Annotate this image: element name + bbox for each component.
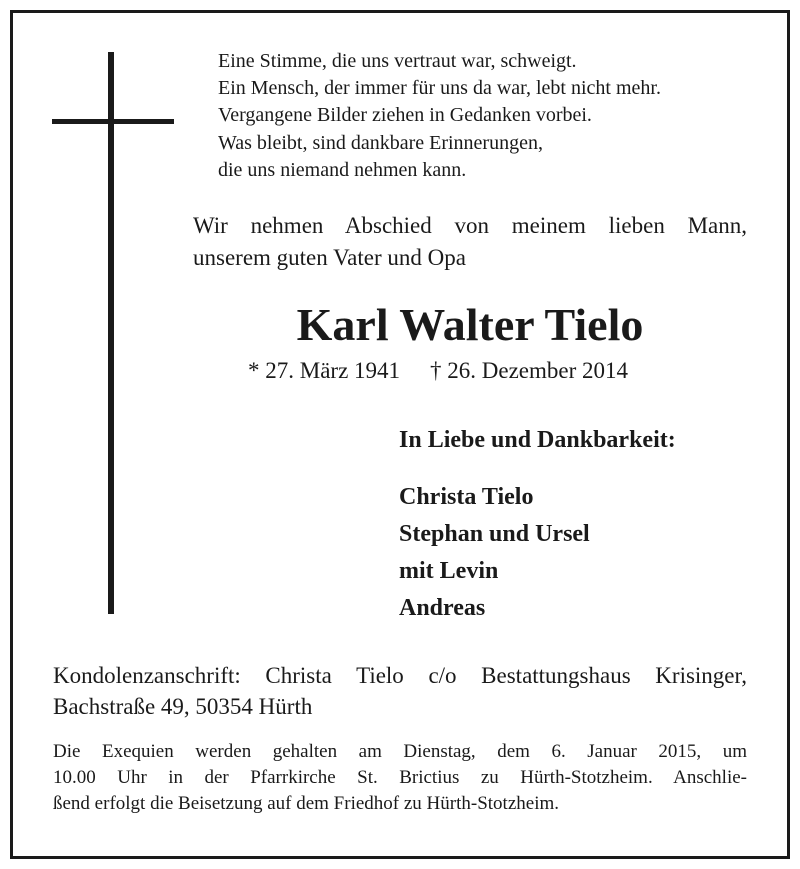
poem-line: Vergangene Bilder ziehen in Gedanken vorbei. [218, 104, 592, 127]
farewell-intro-line2: unserem guten Vater und Opa [193, 245, 466, 270]
poem [218, 48, 661, 184]
mourner-name: mit Levin [399, 558, 499, 584]
service-line2: 10.00 Uhr in der Pfarrkirche St. Brictius zu Hürth-Stotzheim. Anschlie- [53, 767, 747, 788]
birth-date: * 27. März 1941 [248, 358, 401, 383]
farewell-intro-line1: Wir nehmen Abschied von meinem lieben Mann, [193, 213, 747, 238]
service-info [53, 739, 747, 817]
service-line1: Die Exequien werden gehalten am Dienstag, dem 6. Januar 2015, um [53, 741, 747, 762]
mourner-name: Stephan und Ursel [399, 521, 590, 547]
condolence-address [53, 660, 747, 722]
mourner-name: Christa Tielo [399, 484, 534, 510]
condolence-line1: Kondolenzanschrift: Christa Tielo c/o Bestattungshaus Krisinger, [53, 663, 747, 688]
condolence-line2: Bachstraße 49, 50354 Hürth [53, 694, 313, 719]
death-date: † 26. Dezember 2014 [430, 358, 629, 383]
cross-vertical-bar [108, 52, 114, 614]
mourner-name: Andreas [399, 595, 486, 621]
mourners-list [399, 479, 590, 627]
poem-line: Was bleibt, sind dankbare Erinnerungen, [218, 131, 543, 154]
service-line3: ßend erfolgt die Beisetzung auf dem Friedhof zu Hürth-Stotzheim. [53, 793, 560, 814]
farewell-intro [193, 210, 747, 274]
life-dates [248, 356, 628, 386]
poem-line: Eine Stimme, die uns vertraut war, schweigt. [218, 50, 577, 72]
cross-horizontal-bar [52, 119, 174, 124]
deceased-name: Karl Walter Tielo [296, 299, 644, 350]
poem-line: die uns niemand nehmen kann. [218, 158, 467, 181]
poem-line: Ein Mensch, der immer für uns da war, lebt nicht mehr. [218, 77, 661, 100]
mourners-heading: In Liebe und Dankbarkeit: [399, 427, 676, 453]
